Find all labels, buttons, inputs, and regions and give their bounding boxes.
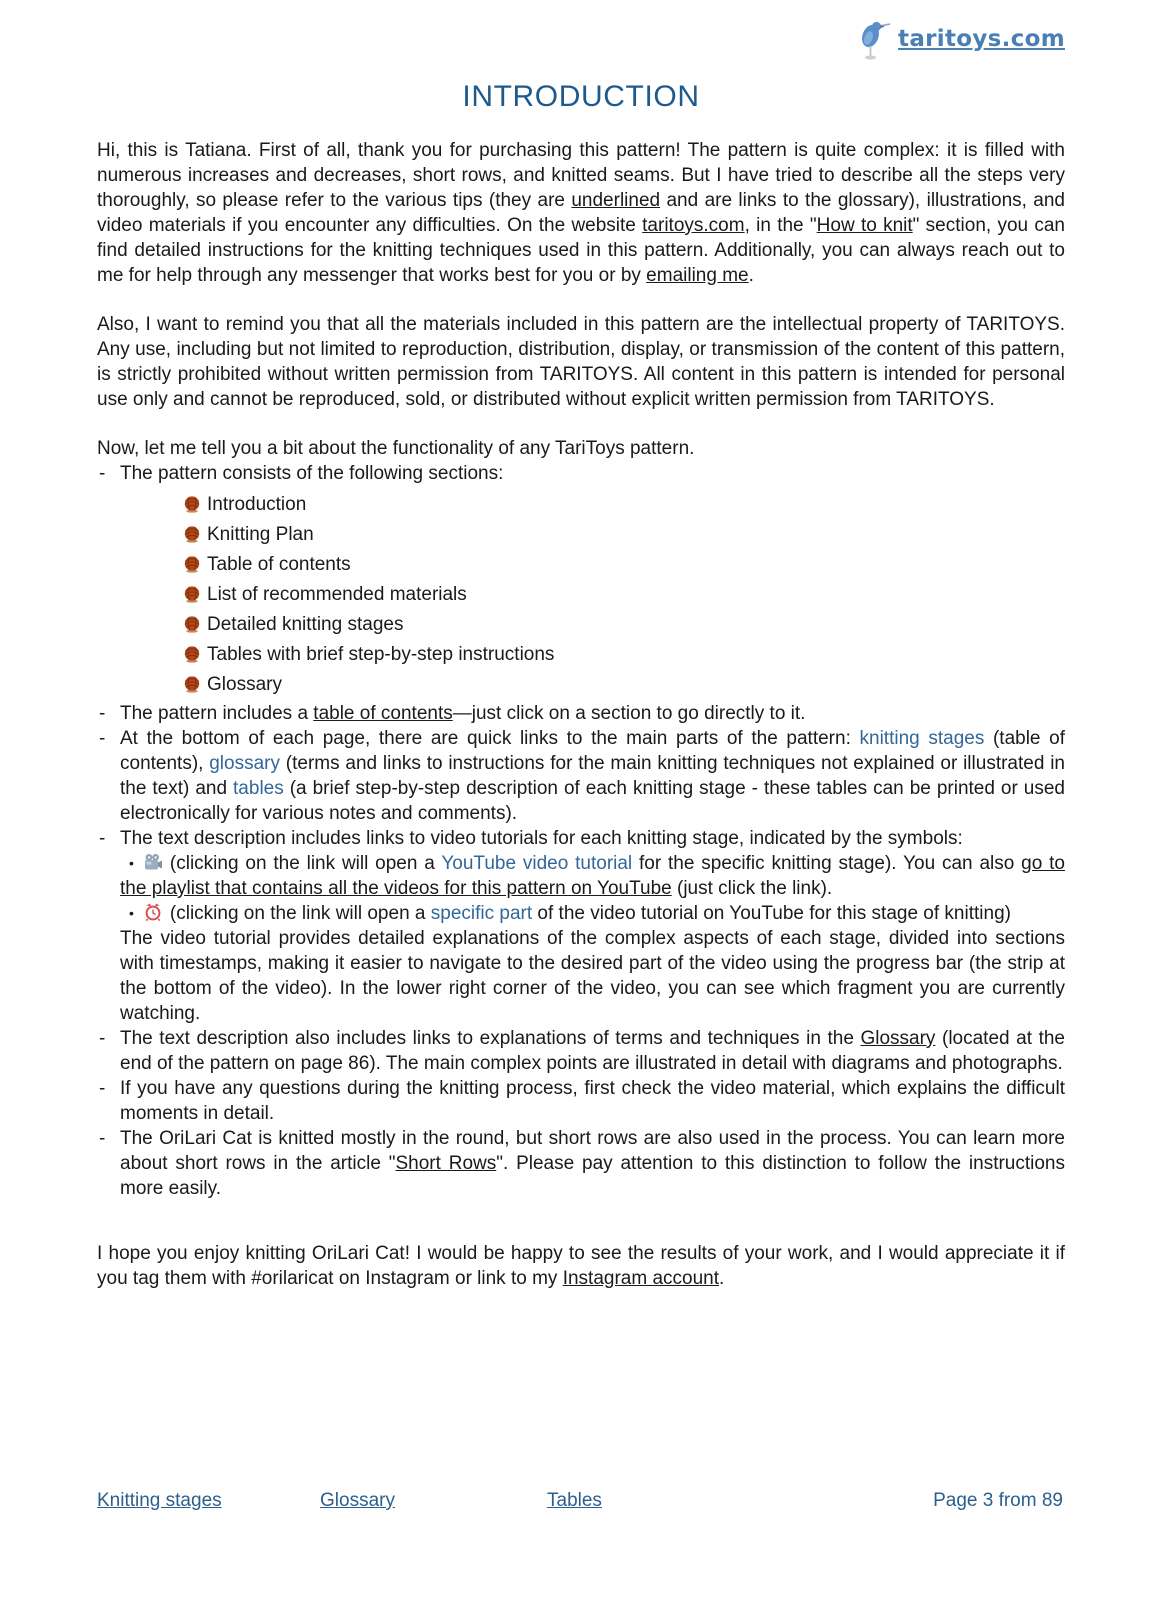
text-run: , in the "	[744, 215, 817, 236]
text-run: ". Please pay attention to this distinction to follow the instructions more easily.	[120, 1153, 1065, 1199]
section-label: Table of contents	[207, 553, 351, 575]
text-run: Also, I want to remind you that all the materials included in this pattern are the intellectual property of TARITOYS. Any use, including but not limited to reproduction, distribution, display, or transmission of the content of this pattern, is strictly prohibited without written permission from TARITOYS. All content in this pattern is intended for personal use only and cannot be reproduced, sold, or distributed without explicit written permission from TARITOYS.	[97, 314, 1065, 410]
inline-link[interactable]: knitting stages	[859, 728, 985, 749]
footer-link-tables[interactable]: Tables	[547, 1490, 602, 1511]
page-footer	[97, 1488, 1063, 1514]
bullet-glossary	[97, 1026, 1065, 1076]
logo-link[interactable]: taritoys.com	[898, 25, 1065, 52]
yarn-ball-icon	[183, 615, 201, 633]
yarn-ball-icon	[183, 645, 201, 663]
sections-list	[120, 489, 1065, 699]
sub-bullet-timestamp	[120, 901, 1065, 926]
bullet-text	[120, 726, 1065, 826]
list-item-knitting-stages	[183, 609, 1065, 639]
movie-camera-icon	[143, 852, 163, 872]
dash-bullet-marker: -	[99, 1128, 106, 1149]
section-label: List of recommended materials	[207, 583, 467, 605]
inline-link[interactable]: emailing me	[646, 265, 749, 286]
footer-link-glossary[interactable]: Glossary	[320, 1490, 395, 1511]
text-run: (just click the link).	[671, 878, 833, 899]
yarn-ball-icon	[183, 495, 201, 513]
bird-on-stand-icon	[852, 16, 892, 62]
yarn-ball-icon	[183, 585, 201, 603]
text-run: At the bottom of each page, there are quick links to the main parts of the pattern:	[120, 728, 860, 749]
dash-bullet-marker: -	[99, 1078, 106, 1099]
text-run: " section, you can find detailed instructions for the knitting techniques used in this pattern. Additionally, you can always reach out to me for help through any messenger that works best for you or by	[97, 215, 1066, 286]
text-run: If you have any questions during the knitting process, first check the video material, which explains the difficult moments in detail.	[120, 1078, 1065, 1124]
yarn-ball-icon	[183, 525, 201, 543]
inline-link[interactable]: taritoys.com	[642, 215, 745, 236]
bullet-questions	[97, 1076, 1065, 1126]
bullet-table-of-contents	[97, 701, 1065, 726]
sub-bullet-text	[170, 903, 1011, 924]
intro-paragraph-1	[97, 138, 1065, 288]
text-run: and are links to the glossary), illustrations, and video materials if you encounter any difficulties. On the website	[97, 190, 1065, 236]
inline-link[interactable]: specific part	[430, 903, 533, 924]
section-label: Introduction	[207, 493, 307, 515]
text-run: of the video tutorial on YouTube for this stage of knitting)	[532, 903, 1011, 924]
page-title: INTRODUCTION	[462, 80, 700, 113]
inline-link[interactable]: underlined	[571, 190, 661, 211]
alarm-clock-icon	[143, 902, 163, 922]
bullet-quick-links	[97, 726, 1065, 826]
bullet-text	[120, 1126, 1065, 1201]
inline-link[interactable]: YouTube video tutorial	[441, 853, 633, 874]
text-run: (clicking on the link will open a	[169, 903, 431, 924]
list-item-table-of-contents	[183, 549, 1065, 579]
inline-link[interactable]: Short Rows	[395, 1153, 497, 1174]
text-run: .	[748, 265, 754, 286]
text-run: for the specific knitting stage). You can also	[632, 853, 1022, 874]
text-run: (clicking on the link will open a	[169, 853, 442, 874]
list-item-knitting-plan	[183, 519, 1065, 549]
yarn-ball-icon	[183, 675, 201, 693]
inline-link[interactable]: table of contents	[313, 703, 453, 724]
text-run: (table of contents),	[120, 728, 1065, 774]
text-run: (terms and links to instructions for the main knitting techniques not explained or illustrated in the text) and	[120, 753, 1065, 799]
inline-link[interactable]: Glossary	[860, 1028, 936, 1049]
list-item-tables	[183, 639, 1065, 669]
text-run: Hi, this is Tatiana. First of all, thank you for purchasing this pattern! The pattern is quite complex: it is filled with numerous increases and decreases, short rows, and knitted seams. But I have tried to describe all the steps very thoroughly, so please refer to the various tips (they are	[97, 140, 1065, 211]
section-label: Glossary	[207, 673, 282, 695]
list-item-materials	[183, 579, 1065, 609]
functionality-line: Now, let me tell you a bit about the functionality of any TariToys pattern.	[97, 438, 695, 459]
dash-bullet-marker: -	[99, 1028, 106, 1049]
inline-link[interactable]: Instagram account	[562, 1268, 720, 1289]
section-label: Tables with brief step-by-step instructions	[207, 643, 555, 665]
video-note-paragraph	[120, 926, 1065, 1026]
site-header	[852, 16, 1065, 62]
bullet-text	[120, 1026, 1065, 1076]
section-label: Detailed knitting stages	[207, 613, 404, 635]
copyright-paragraph	[97, 312, 1065, 412]
bullet-sections-text: The pattern consists of the following sections:	[120, 463, 504, 484]
text-run: I hope you enjoy knitting OriLari Cat! I would be happy to see the results of your work, and I would appreciate it if you tag them with #orilaricat on Instagram or link to my	[97, 1243, 1065, 1289]
text-run: The text description also includes links to explanations of terms and techniques in the	[120, 1028, 861, 1049]
bullet-short-rows	[97, 1126, 1065, 1201]
bullet-text	[120, 1076, 1065, 1126]
text-run: (located at the end of the pattern on page 86). The main complex points are illustrated in detail with diagrams and photographs.	[120, 1028, 1065, 1074]
footer-link-knitting-stages[interactable]: Knitting stages	[97, 1490, 222, 1511]
text-run: The pattern includes a	[120, 703, 314, 724]
text-run: The text description includes links to video tutorials for each knitting stage, indicated by the symbols:	[120, 828, 963, 849]
text-run: (a brief step-by-step description of each knitting stage - these tables can be printed or used electronically for various notes and comments).	[120, 778, 1065, 824]
text-run: The OriLari Cat is knitted mostly in the round, but short rows are also used in the process. You can learn more about short rows in the article "	[120, 1128, 1065, 1174]
dash-bullet-marker: -	[99, 728, 106, 749]
dot-bullet-marker: •	[129, 905, 134, 921]
text-run: —just click on a section to go directly to it.	[452, 703, 806, 724]
closing-paragraph	[97, 1241, 1065, 1291]
bullet-sections	[97, 461, 1065, 699]
list-item-glossary	[183, 669, 1065, 699]
dash-bullet-marker: -	[99, 463, 106, 484]
dash-bullet-marker: -	[99, 828, 106, 849]
inline-link[interactable]: tables	[233, 778, 284, 799]
page-number: Page 3 from 89	[933, 1490, 1063, 1511]
bullet-text	[120, 826, 1065, 851]
bullet-video-tutorials	[97, 826, 1065, 1026]
sub-bullet-youtube	[120, 851, 1065, 901]
sub-bullet-text	[120, 853, 1065, 899]
list-item-introduction	[183, 489, 1065, 519]
inline-link[interactable]: glossary	[209, 753, 280, 774]
text-run: .	[719, 1268, 725, 1289]
dash-bullet-marker: -	[99, 703, 106, 724]
yarn-ball-icon	[183, 555, 201, 573]
text-run: The video tutorial provides detailed explanations of the complex aspects of each stage, divided into sections with timestamps, making it easier to navigate to the desired part of the video using the progress bar (the strip at the bottom of the video). In the lower right corner of the video, you can see which fragment you are currently watching.	[120, 928, 1065, 1024]
bullet-text	[120, 701, 1065, 726]
section-label: Knitting Plan	[207, 523, 314, 545]
inline-link[interactable]: go to the playlist that contains all the videos for this pattern on YouTube	[120, 853, 1065, 899]
dot-bullet-marker: •	[129, 855, 134, 871]
inline-link[interactable]: How to knit	[816, 215, 913, 236]
